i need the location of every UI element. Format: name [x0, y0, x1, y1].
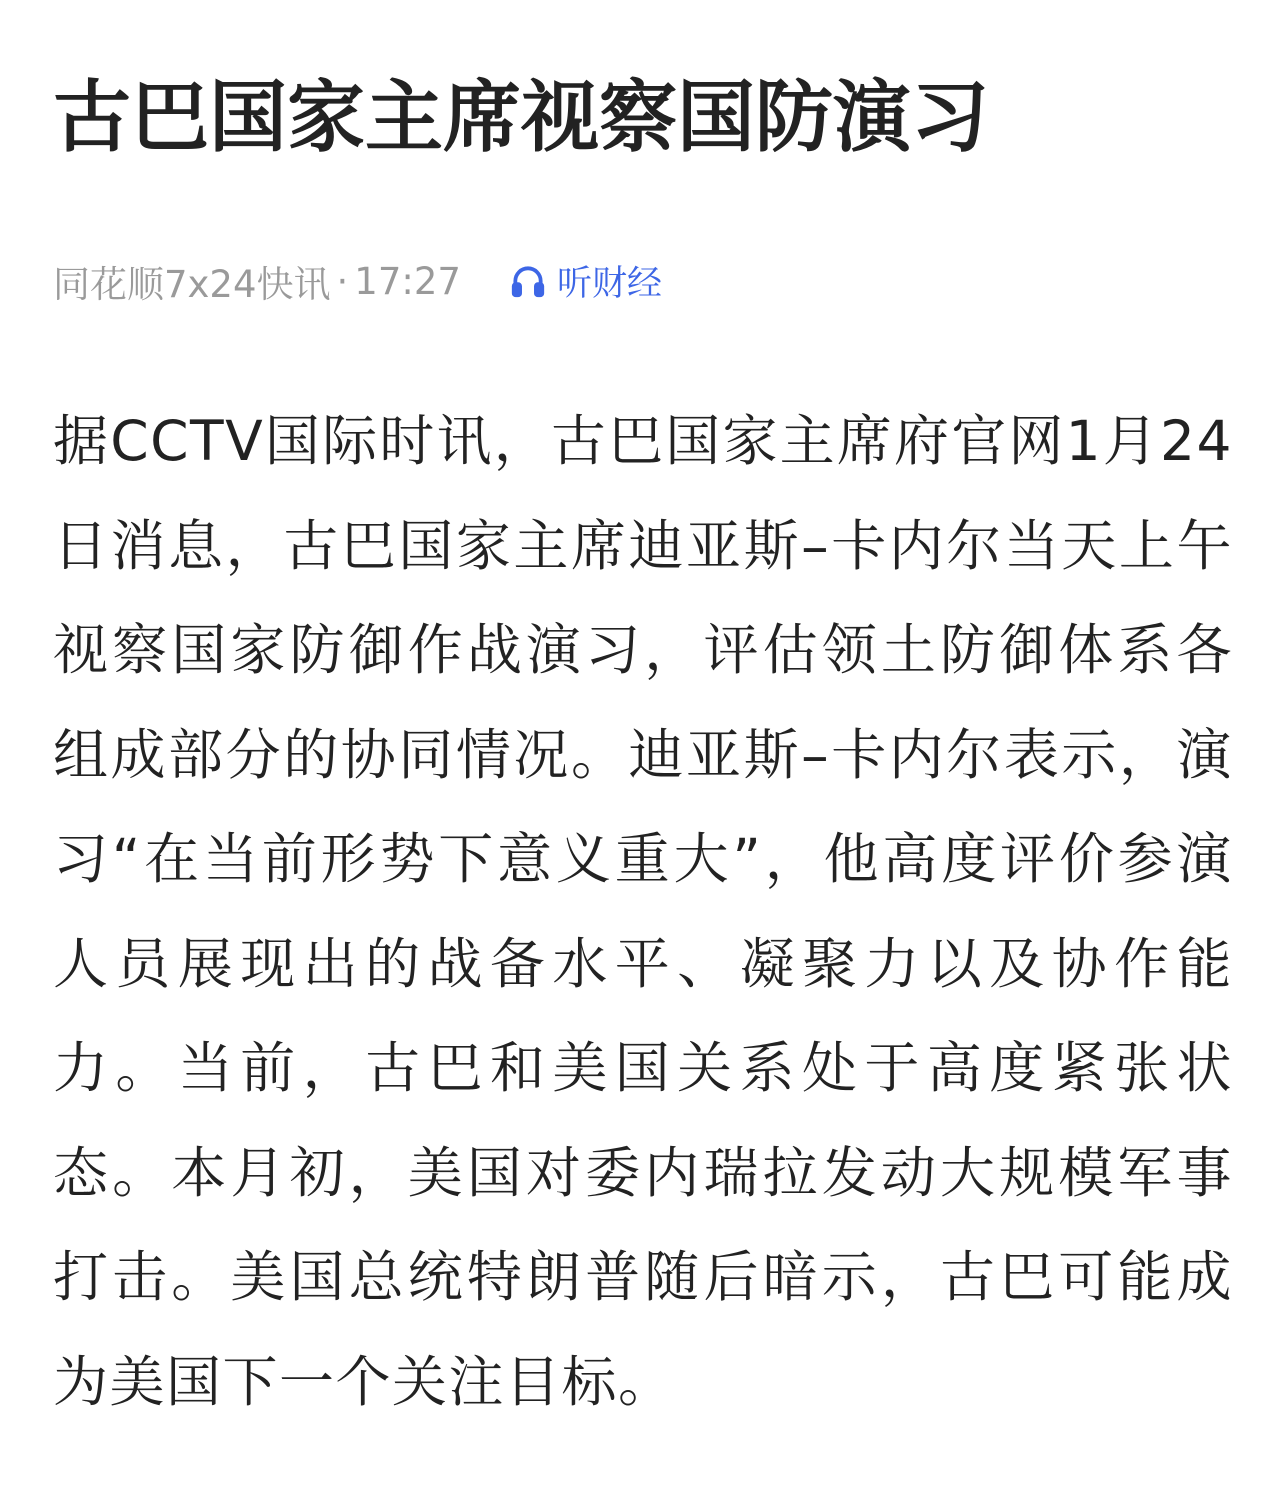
article-title: 古巴国家主席视察国防演习 [53, 73, 990, 163]
article-body: 据CCTV国际时讯，古巴国家主席府官网1月24日消息，古巴国家主席迪亚斯–卡内尔当天上午视察国家防御作战演习，评估领土防御体系各组成部分的协同情况。迪亚斯–卡内尔表示，演习“在当前形势下意义重大”，他高度评价参演人员展现出的战备水平、凝聚力以及协作能力。当前，古巴和美国关系处于高度紧张状态。本月初，美国对委内瑞拉发动大规模军事打击。美国总统特朗普随后暗示，古巴可能成为美国下一个关注目标。 [53, 409, 1233, 1414]
article-meta [53, 255, 1233, 307]
headphones-icon [509, 262, 547, 300]
article [53, 0, 1233, 1434]
listen-label: 听财经 [556, 264, 662, 304]
publish-time: 17:27 [354, 259, 461, 303]
meta-separator: · [336, 259, 349, 303]
listen-button[interactable] [509, 256, 662, 306]
source-label: 同花顺7x24快讯 [53, 263, 331, 306]
